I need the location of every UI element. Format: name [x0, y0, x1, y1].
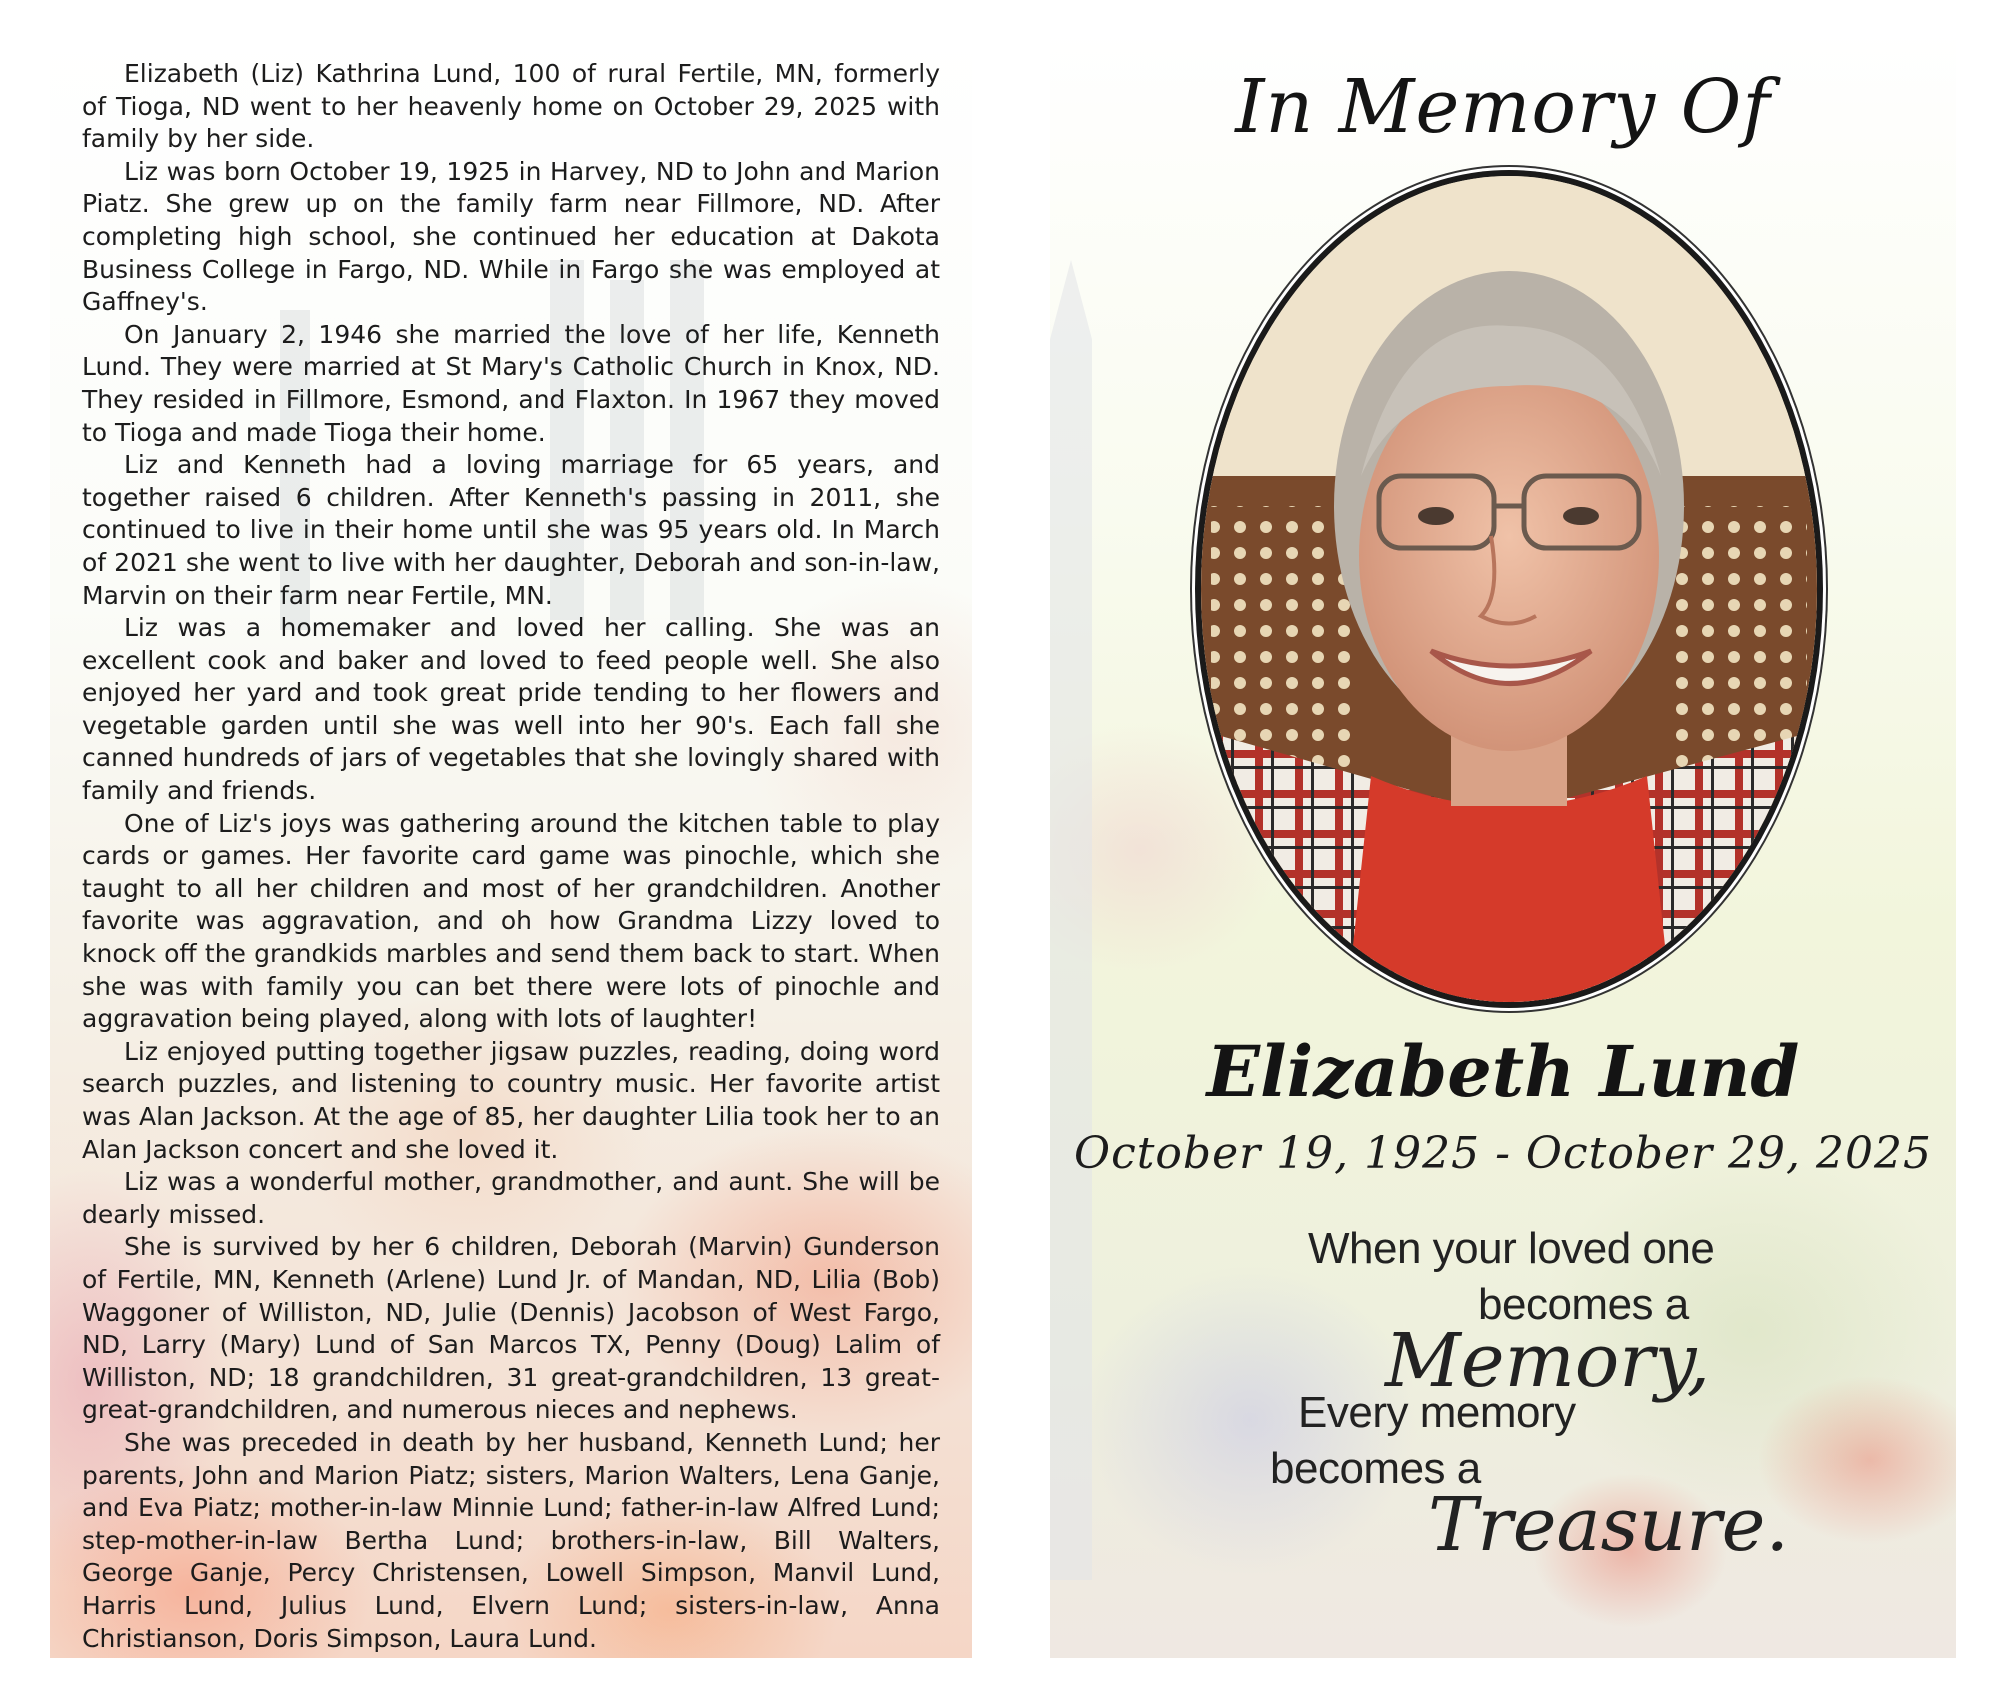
red-sweater	[1347, 776, 1671, 1002]
right-eye	[1563, 507, 1599, 525]
left-eye	[1418, 507, 1454, 525]
obituary-paragraph: Elizabeth (Liz) Kathrina Lund, 100 of rural Fertile, MN, formerly of Tioga, ND went to her heavenly home on October 29, 2025 with family by her side.	[82, 59, 940, 154]
verse-line: When your loved one	[1308, 1224, 1715, 1273]
portrait-photo	[1201, 176, 1817, 1002]
obituary-paragraph: Liz and Kenneth had a loving marriage for 65 years, and together raised 6 children. After Kenneth's passing in 2011, she continued to live in their home until she was 95 years old. In March of 2021 she went to live with her daughter, Deborah and son-in-law, Marvin on their farm near Fertile, MN.	[82, 450, 940, 610]
life-dates: October 19, 1925 - October 29, 2025	[1074, 1128, 1932, 1179]
background-fence-post	[1050, 260, 1092, 1580]
obituary-paragraph: Liz enjoyed putting together jigsaw puzzles, reading, doing word search puzzles, and listening to country music. Her favorite artist was Alan Jackson. At the age of 85, her daughter Lilia took her to an Alan Jackson concert and she loved it.	[82, 1036, 940, 1164]
verse-line: Every memory	[1298, 1388, 1576, 1437]
obituary-paragraph: One of Liz's joys was gathering around the kitchen table to play cards or games. Her favorite card game was pinochle, which she taught to all her children and most of her grandchildren. Another favorite was aggravation, and oh how Grandma Lizzy loved to knock off the grandkids marbles and send them back to start. When she was with family you can bet there were lots of pinochle and aggravation being played, along with lots of laughter!	[82, 808, 940, 1034]
obituary-text	[82, 58, 940, 1655]
obituary-paragraph: Liz was born October 19, 1925 in Harvey, ND to John and Marion Piatz. She grew up on the family farm near Fillmore, ND. After completing high school, she continued her education at Dakota Business College in Fargo, ND. While in Fargo she was employed at Gaffney's.	[82, 156, 940, 317]
cover-title: In Memory Of	[1235, 64, 1771, 150]
verse-line: becomes a	[1478, 1280, 1689, 1329]
obituary-panel	[50, 30, 972, 1658]
obituary-paragraph: She was preceded in death by her husband, Kenneth Lund; her parents, John and Marion Piatz; sisters, Marion Walters, Lena Ganje, and Eva Piatz; mother-in-law Minnie Lund; father-in-law Alfred Lund; step-mother-in-law Bertha Lund; brothers-in-law, Bill Walters, George Ganje, Percy Christensen, Lowell Simpson, Manvil Lund, Harris Lund, Julius Lund, Elvern Lund; sisters-in-law, Anna Christianson, Doris Simpson, Laura Lund.	[82, 1427, 940, 1653]
obituary-paragraph: Liz was a wonderful mother, grandmother, and aunt. She will be dearly missed.	[82, 1167, 940, 1229]
obituary-paragraph: On January 2, 1946 she married the love of her life, Kenneth Lund. They were married at St Mary's Catholic Church in Knox, ND. They resided in Fillmore, Esmond, and Flaxton. In 1967 they moved to Tioga and made Tioga their home.	[82, 319, 940, 447]
obituary-paragraph: Liz was a homemaker and loved her calling. She was an excellent cook and baker and loved to feed people well. She also enjoyed her yard and took great pride tending to her flowers and vegetable garden until she was well into her 90's. Each fall she canned hundreds of jars of vegetables that she lovingly shared with family and friends.	[82, 613, 940, 806]
deceased-name: Elizabeth Lund	[1206, 1030, 1800, 1113]
face	[1359, 361, 1659, 751]
cover-panel	[1050, 30, 1956, 1658]
portrait-illustration	[1201, 176, 1817, 1002]
verse-script-word: Treasure.	[1428, 1482, 1789, 1568]
verse-line: becomes a	[1270, 1444, 1481, 1493]
portrait-frame	[1195, 170, 1823, 1008]
obituary-paragraph: She is survived by her 6 children, Deborah (Marvin) Gunderson of Fertile, MN, Kenneth (Arlene) Lund Jr. of Mandan, ND, Lilia (Bob) Waggoner of Williston, ND, Julie (Dennis) Jacobson of West Fargo, ND, Larry (Mary) Lund of San Marcos TX, Penny (Doug) Lalim of Williston, ND; 18 grandchildren, 31 great-grandchildren, 13 great-great-grandchildren, and numerous nieces and nephews.	[82, 1232, 940, 1425]
verse-script-word: Memory,	[1385, 1318, 1711, 1404]
